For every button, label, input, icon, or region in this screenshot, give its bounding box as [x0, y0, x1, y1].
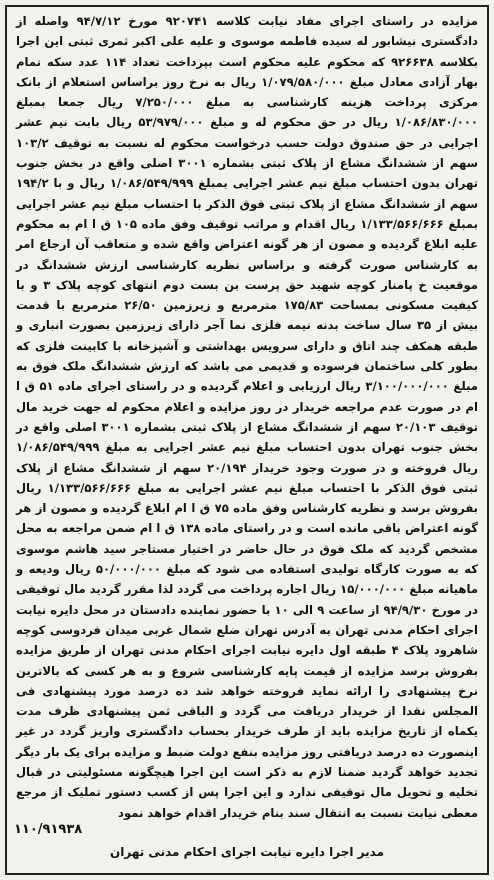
- notice-body: مزایده در راستای اجرای مفاد نیابت کلاسه ۹۲۰۷۴۱ مورخ ۹۴/۷/۱۲ واصله از دادگستری نیشابور له سیده فاطمه موسوی و علیه علی اکبر ثمری ثبتی این اجرا بکلاسه ۹۲۶۶۳۸ که محکوم علیه محکوم است بپرداخت تعداد ۱۱۴ عدد سکه تمام بهار آزادی معادل مبلغ ۱/۰۷۹/۵۸۰/۰۰۰ ریال به نرخ روز براساس استعلام از بانک مرکزی پرداخت هزینه کارشناسی به مبلغ ۷/۲۵۰/۰۰۰ ریال جمعا بمبلغ ۱/۰۸۶/۸۳۰/۰۰۰ ریال در حق محکوم له و مبلغ ۵۳/۹۷۹/۰۰۰ ریال بابت نیم عشر اجرایی در حق صندوق دولت حسب درخواست محکوم له نسبت به توقیف ۱۰۳/۲ سهم از ششدانگ مشاع از پلاک ثبتی بشماره ۳۰۰۱ اصلی واقع در بخش جنوب تهران بدون احتساب مبلغ نیم عشر اجرایی بمبلغ ۱/۰۸۶/۵۴۹/۹۹۹ ریال و با ۱۹۴/۲ سهم از ششدانگ مشاع از پلاک ثبتی فوق الذکر با احتساب مبلغ نیم عشر اجرایی بمبلغ ۱/۱۳۳/۵۶۶/۶۶۶ ریال اقدام و مراتب توقیف وفق ماده ۱۰۵ ق ا ام به محکوم علیه ابلاغ گردیده و مصون از هر گونه اعتراض واقع شده و متعاقب آن ارجاع امر به کارشناس صورت گرفته و براساس نظریه کارشناسی ارزش ششدانگ در موقعیت خ پامنار کوچه شهید حق پرست بن بست دوم انتهای کوچه پلاک ۳ و با کیفیت مسکونی بمساحت ۱۷۵/۸۳ مترمربع و زیرزمین ۲۶/۵۰ مترمربع با قدمت بیش از ۳۵ سال ساخت بدنه نیمه فلزی نما آجر دارای زیرزمین بصورت انباری و طبقه همکف چند اتاق و دارای سرویس بهداشتی و آشپزخانه با کابینت فلزی که بطور کلی ساختمان فرسوده و قدیمی می باشد که ارزش ششدانگ ملک فوق به مبلغ ۳/۱۰۰/۰۰۰/۰۰۰ ریال ارزیابی و اعلام گردیده و در راستای اجرای ماده ۵۱ ق ا ام در صورت عدم مراجعه خریدار در روز مزایده و اعلام محکوم له جهت خرید مال توقیف ۲۰/۱۰۳ سهم از ششدانگ مشاع از پلاک ثبتی بشماره ۳۰۰۱ اصلی واقع در بخش جنوب تهران بدون احتساب مبلغ نیم عشر اجرایی به مبلغ ۱/۰۸۶/۵۴۹/۹۹۹ ریال فروخته و در صورت وجود خریدار ۲۰/۱۹۴ سهم از ششدانگ مشاع از پلاک ثبتی فوق الذکر با احتساب مبلغ نیم عشر اجرایی به مبلغ ۱/۱۳۳/۵۶۶/۶۶۶ ریال بفروش برسد و نظریه کارشناس وفق ماده ۷۵ ق ا ام ابلاغ گردیده و مصون از هر گونه اعتراض باقی مانده است و در راستای ماده ۱۳۸ ق ا ام ضمن مراجعه به محل مشخص گردید که ملک فوق در حال حاضر در اختیار مستاجر سید هاشم موسوی که به صورت کارگاه تولیدی استفاده می شود که مبلغ ۵۰/۰۰۰/۰۰۰ ریال ودیعه و ماهیانه مبلغ ۱۵/۰۰۰/۰۰۰ ریال اجاره پرداخت می گردد لذا مقرر گردید مال توقیفی در مورخ ۹۴/۹/۳۰ از ساعت ۹ الی ۱۰ با حضور نماینده دادستان در محل دایره نیابت اجرای احکام مدنی تهران به آدرس تهران ضلع شمال غربی میدان فردوسی کوچه شاهرود پلاک ۴ طبقه اول دایره نیابت اجرای احکام مدنی تهران از طریق مزایده بفروش برسد مزایده از قیمت پایه کارشناسی شروع و به هر کسی که بالاترین نرخ پیشنهادی را ارائه نماید فروخته خواهد شد ده درصد مورد پیشنهادی فی المجلس نقدا از خریدار دریافت می گردد و الباقی ثمن پیشنهادی ظرف مدت یکماه از تاریخ مزایده باید از طرف خریدار بحساب دادگستری واریز گردد در غیر اینصورت ده درصد دریافتی روز مزایده بنفع دولت ضبط و مزایده برای یک بار دیگر تجدید خواهد گردید ضمنا لازم به ذکر است این اجرا هیچگونه مسئولیتی در قبال تخلیه و تحویل مال توقیفی ندارد و این اجرا پس از کسب دستور تملیک از مرجع معطی نیابت نسبت به انتقال سند بنام خریدار اقدام خواهد نمود: [16, 14, 479, 820]
- signature-line: مدیر اجرا دایره نیابت اجرای احکام مدنی تهران: [110, 845, 384, 859]
- notice-frame: [5, 5, 489, 875]
- reference-number: ۱۱۰/۹۱۹۳۸: [14, 822, 83, 837]
